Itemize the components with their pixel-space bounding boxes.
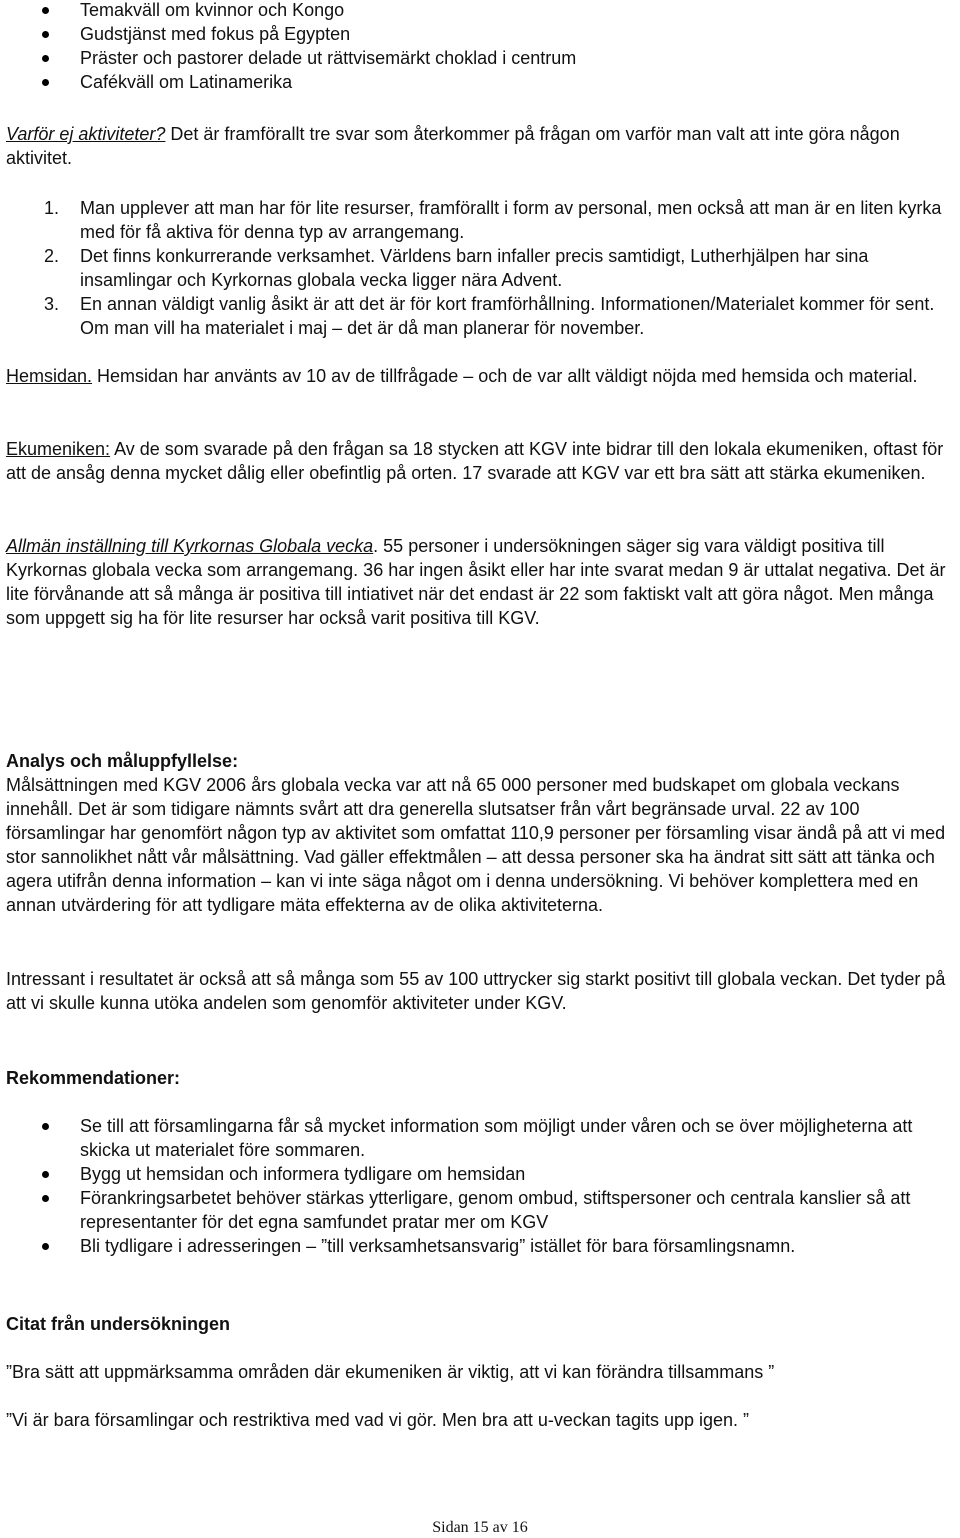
list-item: Gudstjänst med fokus på Egypten	[6, 22, 946, 46]
ecumenism-heading: Ekumeniken:	[6, 439, 111, 459]
list-item: Präster och pastorer delade ut rättvisemärkt choklad i centrum	[6, 46, 946, 70]
list-item: 3. En annan väldigt vanlig åsikt är att det är för kort framförhållning. Informationen/Materialet kommer för sent. Om man vill ha materialet i maj – det är då man planerar för november.	[44, 294, 935, 338]
ecumenism-paragraph: Ekumeniken: Av de som svarade på den frågan sa 18 stycken att KGV inte bidrar till den lokala ekumeniken, oftast för att de ansåg denna mycket dålig eller obefintlig på orten. 17 svarade att KGV var ett bra sätt att stärka ekumeniken.	[6, 439, 944, 483]
recommendations-heading: Rekommendationer:	[6, 1068, 181, 1088]
list-item: Bli tydligare i adresseringen – ”till verksamhetsansvarig” istället för bara församlingsnamn.	[6, 1234, 946, 1258]
quote-1: ”Bra sätt att uppmärksamma områden där ekumeniken är viktig, att vi kan förändra tillsammans ”	[6, 1362, 775, 1382]
list-item: 2. Det finns konkurrerande verksamhet. Världens barn infaller precis samtidigt, Lutherhjälpen har sina insamlingar och Kyrkornas globala vecka ligger nära Advent.	[44, 246, 869, 290]
why-no-activities-heading: Varför ej aktiviteter?	[6, 124, 166, 144]
quote-2: ”Vi är bara församlingar och restriktiva med vad vi gör. Men bra att u-veckan tagits upp igen. ”	[6, 1410, 750, 1430]
bullet-icon	[42, 79, 49, 86]
list-item: Cafékväll om Latinamerika	[6, 70, 946, 94]
quotes-heading: Citat från undersökningen	[6, 1314, 231, 1334]
list-item: Bygg ut hemsidan och informera tydligare om hemsidan	[6, 1162, 946, 1186]
analysis-paragraph-1: Målsättningen med KGV 2006 års globala vecka var att nå 65 000 personer med budskapet om globala veckans innehåll. Det är som tidigare nämnts svårt att dra generella slutsatser från vårt begränsade urval. 22 av 100 församlingar har genomfört någon typ av aktivitet som omfattat 110,9 personer per församling visar ändå på att vi med stor sannolikhet nått vår målsättning. Vad gäller effektmålen – att dessa personer ska ha ändrat sitt sätt att tänka och agera utifrån denna information – kan vi inte säga något om i denna undersökning. Vi behöver komplettera med en annan utvärdering för att tydligare mäta effekterna av de olika aktiviteterna.	[6, 775, 946, 915]
bullet-icon	[42, 1243, 49, 1250]
list-item: Temakväll om kvinnor och Kongo	[6, 0, 946, 22]
list-item: 1. Man upplever att man har för lite resurser, framförallt i form av personal, men också att man är en liten kyrka med för få aktiva för denna typ av arrangemang.	[44, 198, 942, 242]
page-number-footer: Sidan 15 av 16	[432, 1519, 528, 1536]
bullet-icon	[42, 1195, 49, 1202]
general-attitude-heading: Allmän inställning till Kyrkornas Globala vecka	[6, 536, 374, 556]
general-attitude-paragraph: Allmän inställning till Kyrkornas Globala vecka. 55 personer i undersökningen säger sig vara väldigt positiva till Kyrkornas globala vecka som arrangemang. 36 har ingen åsikt eller har inte svarat medan 9 är uttalat negativa. Det är lite förvånande att så många är positiva till intiativet när det endast är 22 som faktiskt valt att göra något. Men många som uppgett sig ha för lite resurser har också varit positiva till KGV.	[6, 536, 946, 628]
website-paragraph: Hemsidan. Hemsidan har använts av 10 av de tillfrågade – och de var allt väldigt nöjda med hemsida och material.	[6, 366, 918, 386]
list-item: Se till att församlingarna får så mycket information som möjligt under våren och se över möjligheterna att skicka ut materialet före sommaren.	[6, 1114, 946, 1162]
bullet-icon	[42, 1123, 49, 1130]
activity-list	[6, 0, 946, 94]
recommendations-list	[6, 1114, 946, 1258]
website-heading: Hemsidan.	[6, 366, 93, 386]
analysis-heading: Analys och måluppfyllelse:	[6, 751, 239, 771]
bullet-icon	[42, 31, 49, 38]
bullet-icon	[42, 7, 49, 14]
analysis-paragraph-2: Intressant i resultatet är också att så många som 55 av 100 uttrycker sig starkt positivt till globala veckan. Det tyder på att vi skulle kunna utöka andelen som genomför aktiviteter under KGV.	[6, 969, 946, 1013]
list-item: Förankringsarbetet behöver stärkas ytterligare, genom ombud, stiftspersoner och centrala kanslier så att representanter för det egna samfundet pratar mer om KGV	[6, 1186, 946, 1234]
bullet-icon	[42, 1171, 49, 1178]
bullet-icon	[42, 55, 49, 62]
why-no-activities-paragraph: Varför ej aktiviteter? Det är framförallt tre svar som återkommer på frågan om varför man valt att inte göra någon aktivitet.	[6, 124, 900, 168]
reasons-list	[6, 196, 946, 340]
